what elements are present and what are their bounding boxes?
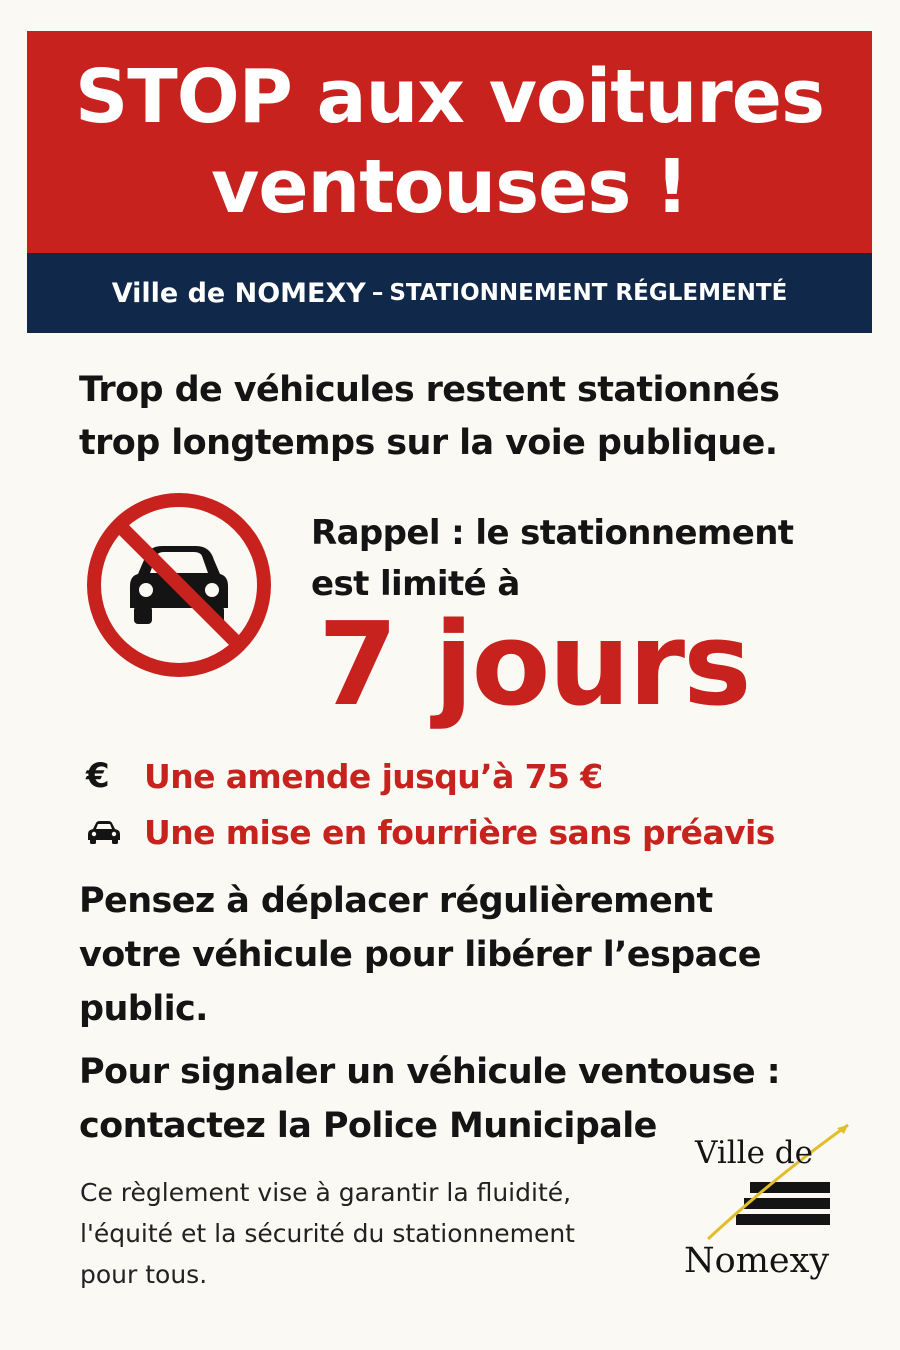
footnote-line2: l'équité et la sécurité du stationnement — [80, 1219, 575, 1248]
footnote-line3: pour tous. — [80, 1260, 208, 1289]
intro-text — [79, 364, 859, 470]
footnote-line1: Ce règlement vise à garantir la fluidité, — [80, 1178, 572, 1207]
no-parking-icon — [84, 490, 274, 680]
title-banner — [27, 31, 872, 253]
subtitle-rule: STATIONNEMENT RÉGLEMENTÉ — [389, 280, 788, 306]
advice-text — [79, 874, 869, 1036]
report-line2: contactez la Police Municipale — [79, 1106, 657, 1146]
logo-line1: Ville de — [695, 1135, 813, 1171]
reminder-line1: Rappel : le stationnement — [311, 513, 794, 553]
advice-line3: public. — [79, 989, 208, 1029]
advice-line1: Pensez à déplacer régulièrement — [79, 881, 713, 921]
reminder-text — [311, 508, 871, 610]
subtitle-town: Ville de NOMEXY — [111, 277, 366, 309]
footnote-text — [80, 1172, 640, 1295]
town-logo — [680, 1115, 860, 1295]
penalty-fine — [86, 752, 866, 800]
intro-line2: trop longtemps sur la voie publique. — [79, 423, 778, 463]
logo-line2: Nomexy — [684, 1241, 830, 1281]
advice-line2: votre véhicule pour libérer l’espace — [79, 935, 761, 975]
penalty-impound — [86, 808, 866, 856]
reminder-line2: est limité à — [311, 564, 520, 604]
subtitle-separator: – — [371, 280, 384, 306]
penalty-impound-text: Une mise en fourrière sans préavis — [144, 812, 775, 852]
intro-line1: Trop de véhicules restent stationnés — [79, 370, 780, 410]
parking-limit: 7 jours — [318, 598, 750, 732]
euro-icon: € — [86, 756, 110, 796]
penalty-fine-text: Une amende jusqu’à 75 € — [144, 756, 603, 796]
car-icon — [86, 820, 126, 844]
poster-title-line1: STOP aux voitures — [74, 54, 824, 140]
subtitle-bar — [27, 253, 872, 333]
report-line1: Pour signaler un véhicule ventouse : — [79, 1052, 781, 1092]
poster-title-line2: ventouses ! — [211, 144, 688, 230]
